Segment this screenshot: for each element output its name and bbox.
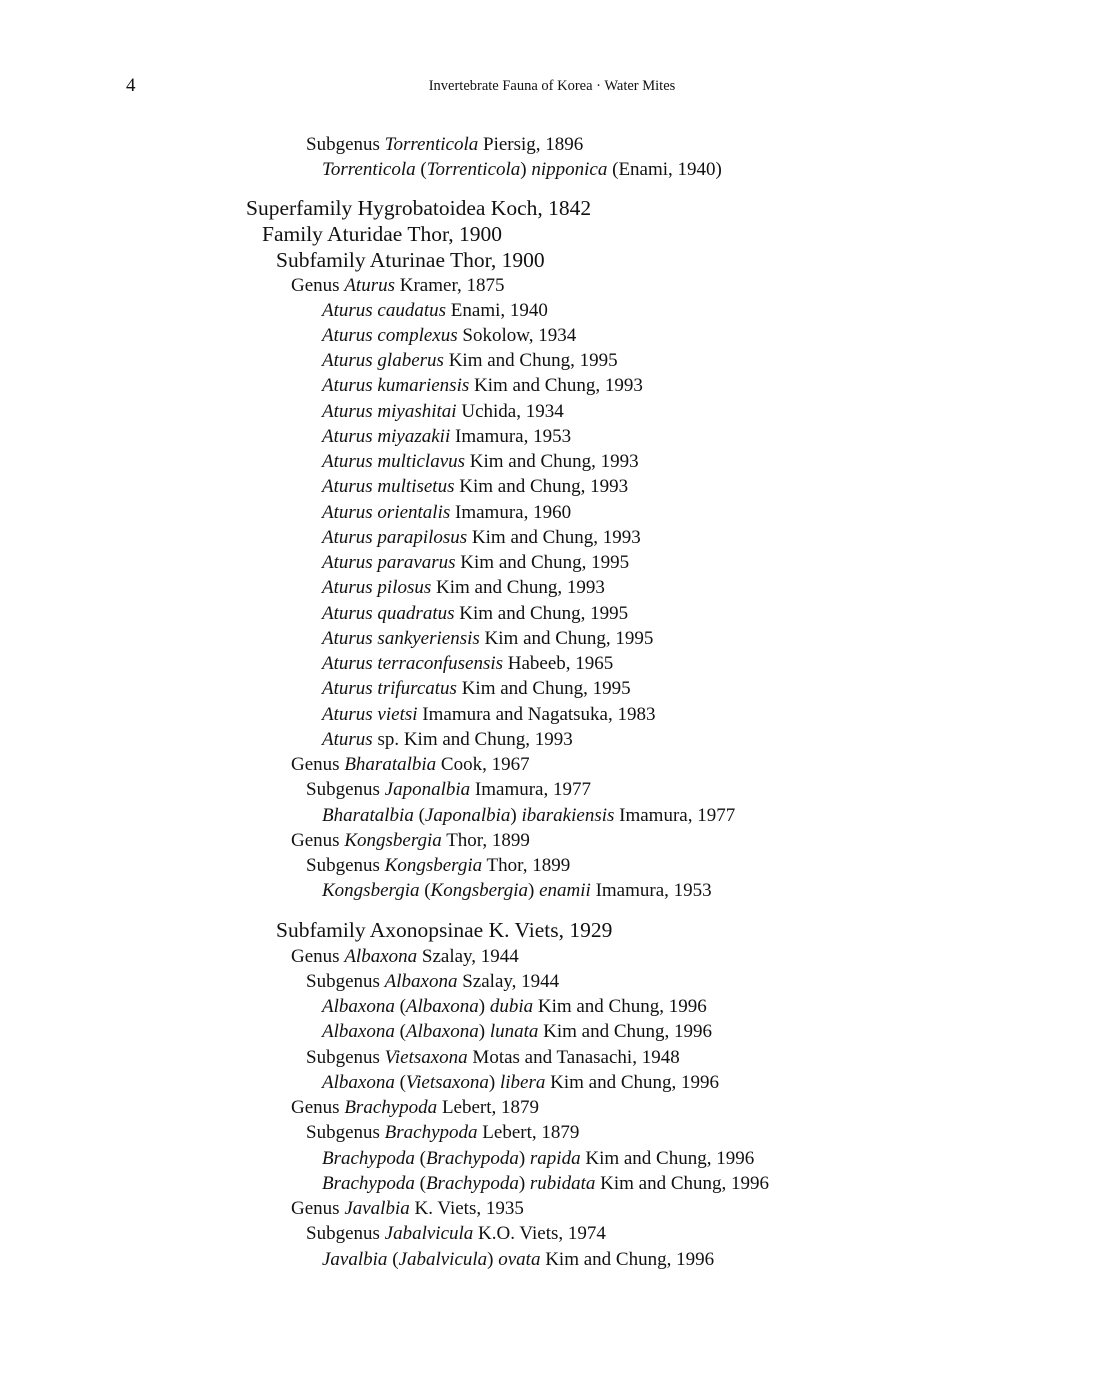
text-segment: Genus <box>291 1097 345 1118</box>
species-entry <box>322 528 641 547</box>
italic-taxon-name: Brachypoda <box>425 1148 519 1169</box>
text-segment: Genus <box>291 754 345 775</box>
text-segment: Thor, 1899 <box>441 830 530 851</box>
italic-taxon-name: Albaxona <box>405 1021 479 1042</box>
species-entry <box>322 160 722 179</box>
italic-taxon-name: ibarakiensis <box>521 805 615 826</box>
text-segment: Lebert, 1879 <box>437 1097 540 1118</box>
text-segment: Subfamily Aturinae Thor, 1900 <box>276 248 545 272</box>
italic-taxon-name: Albaxona <box>384 971 458 992</box>
text-segment: ) <box>520 159 532 180</box>
genus-heading <box>291 1199 524 1218</box>
text-segment: Imamura, 1953 <box>450 426 572 447</box>
italic-taxon-name: Aturus parapilosus <box>322 527 468 548</box>
species-entry <box>322 553 629 572</box>
text-segment: ( <box>415 159 427 180</box>
text-segment: Imamura, 1953 <box>590 880 712 901</box>
text-segment: Kim and Chung, 1993 <box>465 451 639 472</box>
italic-taxon-name: Aturus trifurcatus <box>322 678 457 699</box>
italic-taxon-name: Vietsaxona <box>405 1072 489 1093</box>
italic-taxon-name: Aturus paravarus <box>322 552 456 573</box>
italic-taxon-name: Aturus terraconfusensis <box>322 653 504 674</box>
species-entry <box>322 578 605 597</box>
species-entry <box>322 452 639 471</box>
species-entry <box>322 705 656 724</box>
species-entry <box>322 654 613 673</box>
italic-taxon-name: Kongsbergia <box>430 880 529 901</box>
subfamily-heading <box>276 920 612 942</box>
text-segment: Kim and Chung, 1996 <box>540 1249 715 1270</box>
text-segment: Motas and Tanasachi, 1948 <box>467 1047 680 1068</box>
text-segment: Subgenus <box>306 1223 385 1244</box>
text-segment: Genus <box>291 275 345 296</box>
text-segment: Uchida, 1934 <box>456 401 564 422</box>
species-entry <box>322 351 618 370</box>
text-segment: Kim and Chung, 1996 <box>545 1072 720 1093</box>
genus-heading <box>291 947 519 966</box>
text-segment: Family Aturidae Thor, 1900 <box>262 222 502 246</box>
italic-taxon-name: Kongsbergia <box>344 830 442 851</box>
subgenus-heading <box>306 1048 680 1067</box>
species-entry <box>322 679 631 698</box>
species-entry <box>322 806 735 825</box>
text-segment: ( <box>394 996 406 1017</box>
subgenus-heading <box>306 972 559 991</box>
text-segment: Genus <box>291 1198 345 1219</box>
text-segment: Kim and Chung, 1993 <box>431 577 605 598</box>
text-segment: Imamura, 1977 <box>614 805 736 826</box>
italic-taxon-name: Aturus <box>344 275 395 296</box>
italic-taxon-name: Jabalvicula <box>398 1249 488 1270</box>
italic-taxon-name: Aturus miyashitai <box>322 401 457 422</box>
italic-taxon-name: Aturus sankyeriensis <box>322 628 480 649</box>
text-segment: Szalay, 1944 <box>417 946 519 967</box>
text-segment: Sokolow, 1934 <box>457 325 577 346</box>
italic-taxon-name: Jabalvicula <box>384 1223 474 1244</box>
italic-taxon-name: Aturus kumariensis <box>322 375 470 396</box>
italic-taxon-name: Aturus pilosus <box>322 577 432 598</box>
text-segment: ( <box>419 880 431 901</box>
text-segment: Subgenus <box>306 855 385 876</box>
italic-taxon-name: Albaxona <box>405 996 479 1017</box>
genus-heading <box>291 1098 539 1117</box>
species-entry <box>322 376 643 395</box>
italic-taxon-name: Albaxona <box>322 1072 395 1093</box>
species-entry <box>322 1250 714 1269</box>
subgenus-heading <box>306 1224 606 1243</box>
superfamily-heading <box>246 198 591 220</box>
text-segment: sp. Kim and Chung, 1993 <box>372 729 573 750</box>
text-segment: Subgenus <box>306 134 385 155</box>
text-segment: ( <box>414 1173 426 1194</box>
italic-taxon-name: Torrenticola <box>322 159 416 180</box>
italic-taxon-name: Vietsaxona <box>384 1047 468 1068</box>
italic-taxon-name: Brachypoda <box>322 1173 415 1194</box>
italic-taxon-name: Japonalbia <box>384 779 471 800</box>
text-segment: Imamura, 1960 <box>450 502 572 523</box>
text-segment: ) <box>510 805 522 826</box>
subgenus-heading <box>306 135 583 154</box>
text-segment: Kim and Chung, 1993 <box>469 375 643 396</box>
italic-taxon-name: Brachypoda <box>384 1122 478 1143</box>
italic-taxon-name: Aturus complexus <box>322 325 458 346</box>
text-segment: Kim and Chung, 1995 <box>454 603 629 624</box>
italic-taxon-name: Torrenticola <box>384 134 479 155</box>
text-segment: ) <box>528 880 540 901</box>
text-segment: ( <box>394 1072 406 1093</box>
species-entry <box>322 604 628 623</box>
subgenus-heading <box>306 856 570 875</box>
species-entry <box>322 1022 712 1041</box>
italic-taxon-name: Kongsbergia <box>384 855 483 876</box>
text-segment: Piersig, 1896 <box>478 134 584 155</box>
italic-taxon-name: Aturus caudatus <box>322 300 447 321</box>
italic-taxon-name: Kongsbergia <box>322 880 420 901</box>
text-segment: Kim and Chung, 1993 <box>467 527 641 548</box>
subfamily-heading <box>276 250 545 272</box>
text-segment: Szalay, 1944 <box>457 971 560 992</box>
text-segment: Genus <box>291 946 345 967</box>
text-segment: Thor, 1899 <box>482 855 571 876</box>
subgenus-heading <box>306 1123 579 1142</box>
running-head: Invertebrate Fauna of Korea · Water Mites <box>428 78 676 94</box>
italic-taxon-name: Aturus glaberus <box>322 350 444 371</box>
text-segment: Kramer, 1875 <box>395 275 505 296</box>
text-segment: Habeeb, 1965 <box>503 653 614 674</box>
text-segment: Subgenus <box>306 1047 385 1068</box>
text-segment: Superfamily Hygrobatoidea Koch, 1842 <box>246 196 592 220</box>
text-segment: ( <box>413 805 425 826</box>
text-segment: ( <box>394 1021 406 1042</box>
species-entry <box>322 1149 754 1168</box>
text-segment: K. Viets, 1935 <box>409 1198 524 1219</box>
subgenus-heading <box>306 780 591 799</box>
text-segment: Subgenus <box>306 971 385 992</box>
italic-taxon-name: Albaxona <box>322 996 395 1017</box>
text-segment: Kim and Chung, 1995 <box>443 350 618 371</box>
text-segment: Kim and Chung, 1996 <box>533 996 707 1017</box>
text-segment: Kim and Chung, 1993 <box>454 476 629 497</box>
text-segment: ( <box>414 1148 426 1169</box>
text-segment: Kim and Chung, 1995 <box>455 552 630 573</box>
text-segment: Lebert, 1879 <box>477 1122 580 1143</box>
text-segment: K.O. Viets, 1974 <box>473 1223 606 1244</box>
text-segment: Imamura and Nagatsuka, 1983 <box>417 704 656 725</box>
italic-taxon-name: Brachypoda <box>425 1173 519 1194</box>
italic-taxon-name: dubia <box>489 996 534 1017</box>
text-segment: Kim and Chung, 1995 <box>456 678 631 699</box>
text-segment: Imamura, 1977 <box>470 779 591 800</box>
italic-taxon-name: Japonalbia <box>424 805 511 826</box>
italic-taxon-name: Javalbia <box>322 1249 388 1270</box>
italic-taxon-name: nipponica <box>531 159 608 180</box>
species-entry <box>322 1174 769 1193</box>
text-segment: ( <box>387 1249 399 1270</box>
species-entry <box>322 1073 719 1092</box>
species-entry <box>322 997 707 1016</box>
italic-taxon-name: Bharatalbia <box>344 754 437 775</box>
italic-taxon-name: Albaxona <box>344 946 418 967</box>
italic-taxon-name: Aturus quadratus <box>322 603 455 624</box>
text-segment: ) <box>487 1249 499 1270</box>
italic-taxon-name: ovata <box>498 1249 541 1270</box>
italic-taxon-name: enamii <box>539 880 591 901</box>
page-number: 4 <box>126 75 136 96</box>
italic-taxon-name: Aturus multisetus <box>322 476 455 497</box>
italic-taxon-name: Brachypoda <box>344 1097 438 1118</box>
species-entry <box>322 402 564 421</box>
text-segment: Kim and Chung, 1996 <box>538 1021 713 1042</box>
text-segment: Cook, 1967 <box>436 754 530 775</box>
genus-heading <box>291 831 530 850</box>
species-entry <box>322 730 573 749</box>
italic-taxon-name: Aturus <box>322 729 373 750</box>
text-segment: ) <box>478 1021 490 1042</box>
italic-taxon-name: Bharatalbia <box>322 805 414 826</box>
text-segment: Subgenus <box>306 1122 385 1143</box>
text-segment: Genus <box>291 830 345 851</box>
text-segment: ) <box>488 1072 500 1093</box>
italic-taxon-name: Aturus vietsi <box>322 704 418 725</box>
species-entry <box>322 326 576 345</box>
species-entry <box>322 503 571 522</box>
family-heading <box>262 224 502 246</box>
text-segment: Subgenus <box>306 779 385 800</box>
italic-taxon-name: Javalbia <box>344 1198 410 1219</box>
species-entry <box>322 301 548 320</box>
italic-taxon-name: lunata <box>489 1021 539 1042</box>
italic-taxon-name: Albaxona <box>322 1021 395 1042</box>
italic-taxon-name: Brachypoda <box>322 1148 415 1169</box>
italic-taxon-name: Aturus multiclavus <box>322 451 466 472</box>
species-entry <box>322 477 628 496</box>
genus-heading <box>291 755 530 774</box>
species-entry <box>322 629 653 648</box>
italic-taxon-name: Aturus miyazakii <box>322 426 451 447</box>
italic-taxon-name: rapida <box>529 1148 581 1169</box>
italic-taxon-name: libera <box>500 1072 546 1093</box>
text-segment: Kim and Chung, 1996 <box>595 1173 769 1194</box>
text-segment: Subfamily Axonopsinae K. Viets, 1929 <box>276 918 613 942</box>
italic-taxon-name: rubidata <box>529 1173 596 1194</box>
species-entry <box>322 881 712 900</box>
species-entry <box>322 427 571 446</box>
italic-taxon-name: Aturus orientalis <box>322 502 451 523</box>
text-segment: (Enami, 1940) <box>607 159 722 180</box>
italic-taxon-name: Torrenticola <box>426 159 521 180</box>
text-segment: ) <box>478 996 490 1017</box>
text-segment: Kim and Chung, 1995 <box>479 628 654 649</box>
text-segment: ) <box>518 1173 530 1194</box>
text-segment: Enami, 1940 <box>446 300 548 321</box>
text-segment: ) <box>518 1148 530 1169</box>
text-segment: Kim and Chung, 1996 <box>580 1148 755 1169</box>
genus-heading <box>291 276 505 295</box>
